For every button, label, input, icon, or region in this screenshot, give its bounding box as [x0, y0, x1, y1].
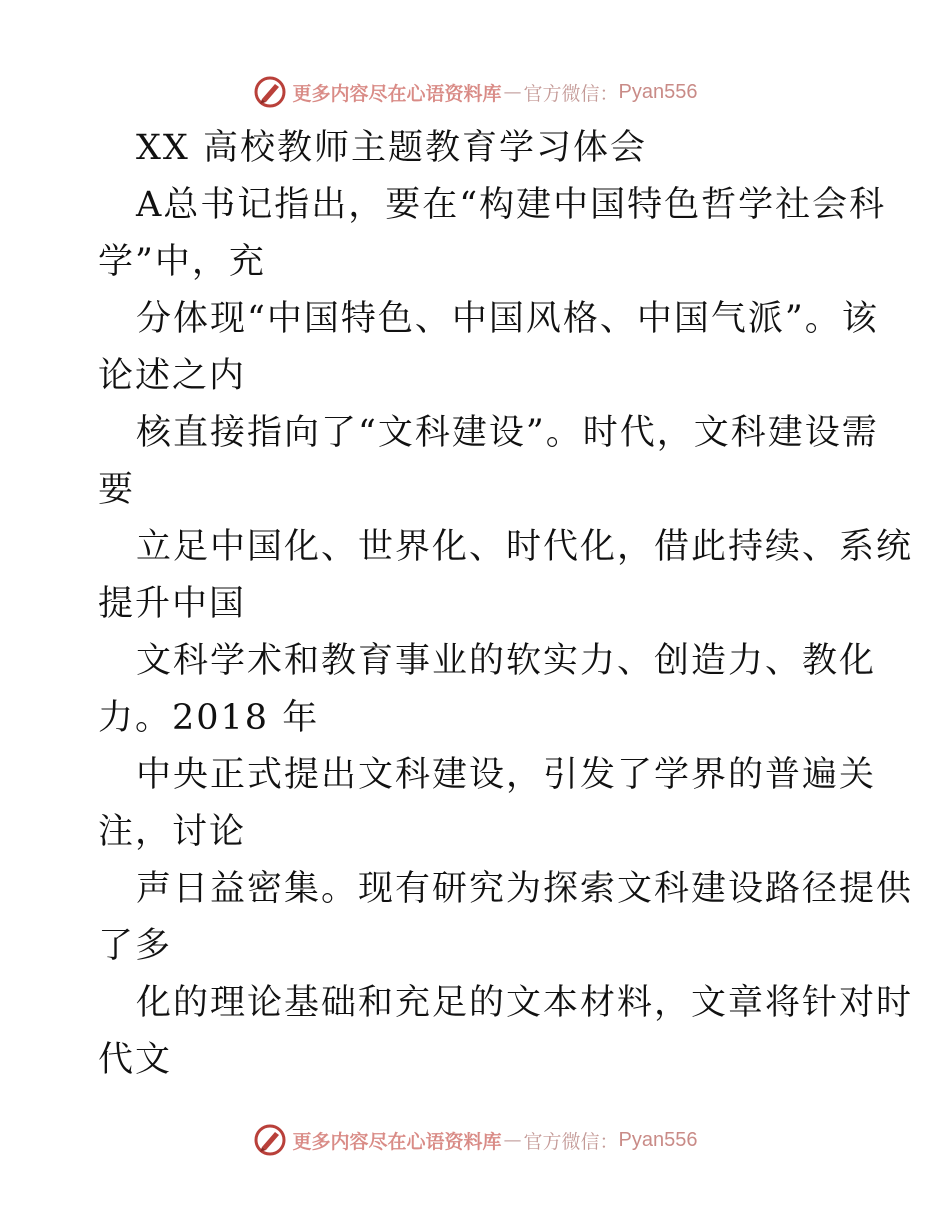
text-line: 分体现“中国特色、中国风格、中国气派”。该 — [136, 299, 879, 339]
text-line: 立足中国化、世界化、时代化，借此持续、系统 — [136, 527, 914, 567]
text-line: A总书记指出，要在“构建中国特色哲学社会科 — [136, 185, 887, 225]
document-title: XX 高校教师主题教育学习体会 — [136, 128, 647, 168]
text-line: 力。2018 年 — [98, 698, 320, 738]
text-line: 声日益密集。现有研究为探索文科建设路径提供 — [136, 869, 914, 909]
banner-separator: — — [503, 81, 522, 103]
footer-banner — [0, 1120, 950, 1160]
banner-wechat-id: Pyan556 — [618, 80, 698, 103]
banner-wechat-label: 官方微信： — [523, 82, 619, 105]
pen-logo-icon — [253, 75, 287, 109]
banner-wechat-id: Pyan556 — [618, 1128, 698, 1151]
text-line: 核直接指向了“文科建设”。时代，文科建设需 — [136, 413, 879, 453]
text-line: 学”中，充 — [98, 242, 266, 282]
text-line: 要 — [98, 470, 136, 510]
text-line: 论述之内 — [98, 356, 247, 396]
banner-wechat-label: 官方微信： — [523, 1130, 619, 1153]
banner-text: 更多内容尽在心语资料库 — [292, 82, 502, 105]
text-line: 了多 — [98, 926, 173, 966]
header-banner — [0, 72, 950, 112]
text-line: 文科学术和教育事业的软实力、创造力、教化 — [136, 641, 877, 681]
text-line: 化的理论基础和充足的文本材料，文章将针对时 — [136, 983, 914, 1023]
pen-logo-icon — [253, 1123, 287, 1157]
text-line: 中央正式提出文科建设，引发了学界的普遍关 — [136, 755, 877, 795]
banner-separator: — — [503, 1129, 522, 1151]
banner-text: 更多内容尽在心语资料库 — [292, 1130, 502, 1153]
document-body — [98, 120, 914, 1089]
text-line: 代文 — [98, 1040, 173, 1080]
text-line: 提升中国 — [98, 584, 247, 624]
text-line: 注，讨论 — [98, 812, 247, 852]
